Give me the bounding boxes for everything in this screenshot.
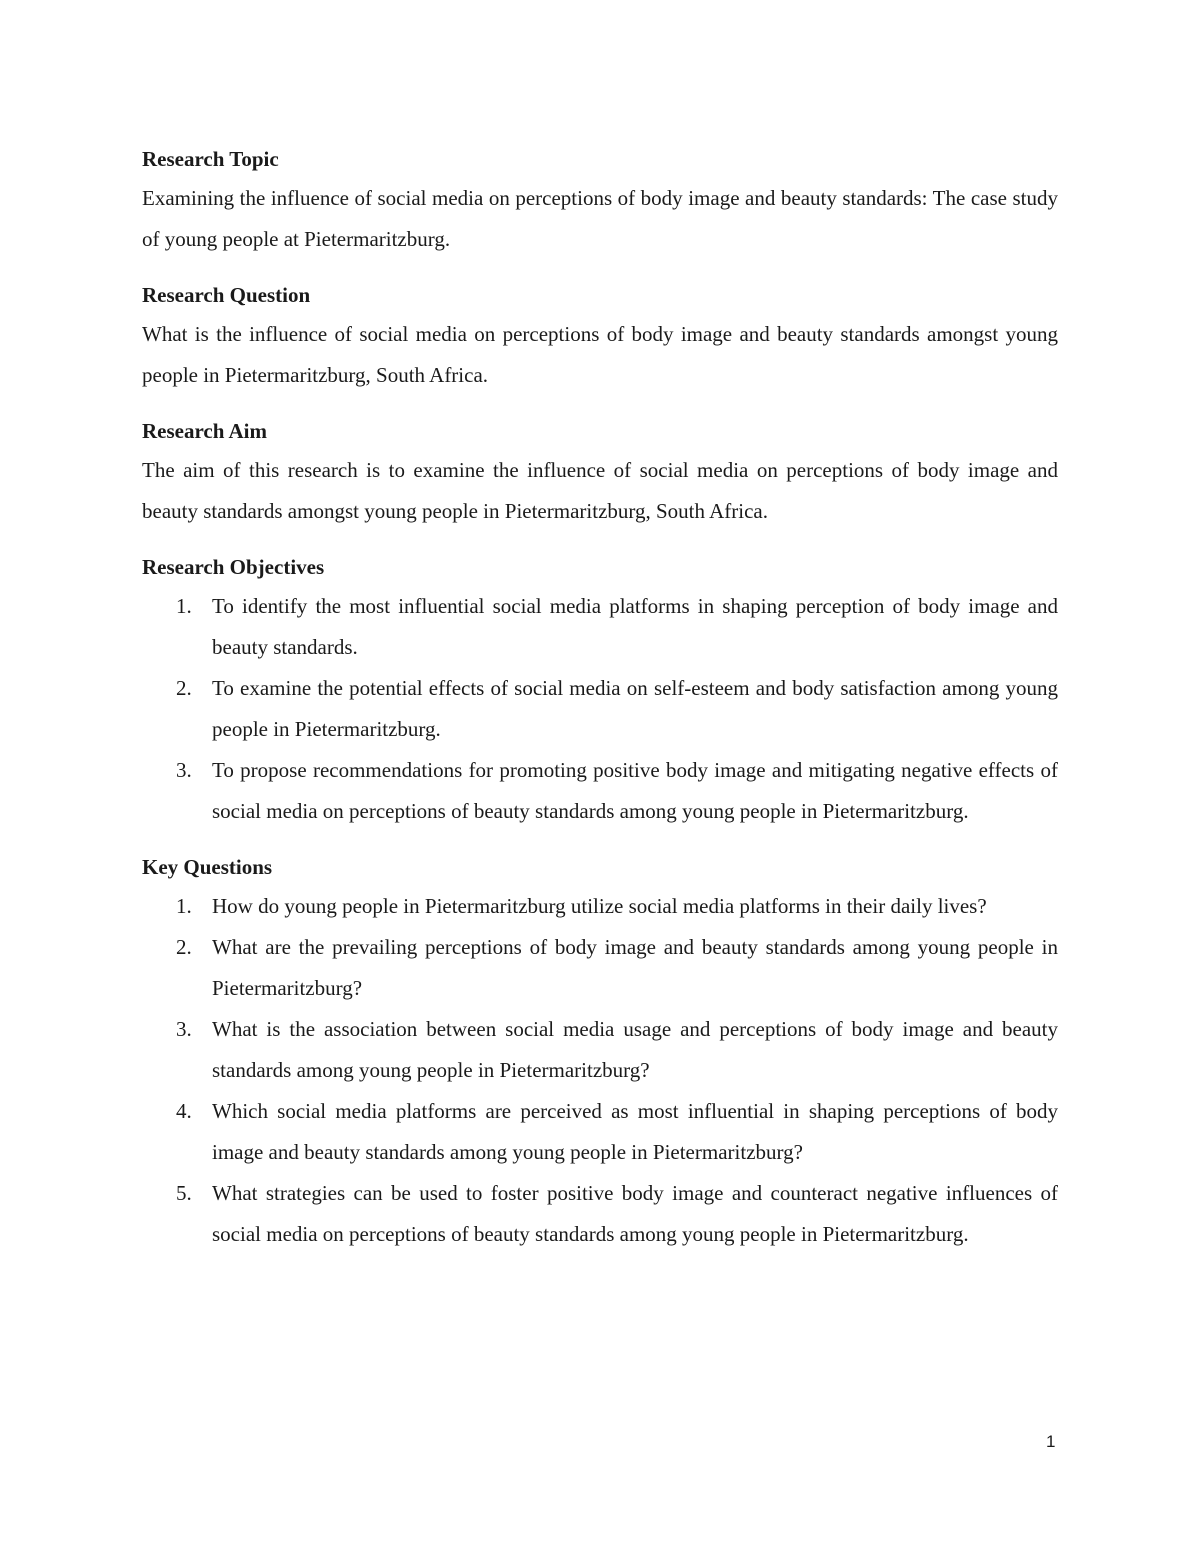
list-item (142, 668, 1058, 750)
list-item-number: 2. (176, 935, 192, 959)
section-research-question (142, 276, 1058, 396)
list-item-text: What are the prevailing perceptions of body image and beauty standards among young people in Pietermaritzburg? (212, 935, 1058, 1000)
section-research-aim (142, 412, 1058, 532)
section-paragraph: The aim of this research is to examine the influence of social media on perceptions of body image and beauty standards amongst young people in Pietermaritzburg, South Africa. (142, 458, 1058, 523)
list-item (142, 1091, 1058, 1173)
list-item (142, 586, 1058, 668)
list-item-text: How do young people in Pietermaritzburg utilize social media platforms in their daily lives? (212, 894, 987, 918)
section-research-objectives (142, 548, 1058, 832)
key-questions-list (142, 886, 1058, 1255)
section-key-questions (142, 848, 1058, 1255)
list-item-number: 5. (176, 1181, 192, 1205)
list-item-number: 1. (176, 594, 192, 618)
list-item-text: What strategies can be used to foster positive body image and counteract negative influences of social media on perceptions of beauty standards among young people in Pietermaritzburg. (212, 1181, 1058, 1246)
section-heading: Research Objectives (142, 555, 325, 579)
list-item-number: 4. (176, 1099, 192, 1123)
list-item-text: To propose recommendations for promoting positive body image and mitigating negative effects of social media on perceptions of beauty standards among young people in Pietermaritzburg. (212, 758, 1058, 823)
document-body (142, 140, 1058, 1271)
list-item-text: What is the association between social media usage and perceptions of body image and beauty standards among young people in Pietermaritzburg? (212, 1017, 1058, 1082)
section-heading: Research Aim (142, 419, 268, 443)
list-item-text: Which social media platforms are perceived as most influential in shaping perceptions of body image and beauty standards among young people in Pietermaritzburg? (212, 1099, 1058, 1164)
section-heading: Research Topic (142, 147, 279, 171)
list-item-number: 3. (176, 1017, 192, 1041)
list-item (142, 1173, 1058, 1255)
section-heading: Key Questions (142, 855, 273, 879)
section-heading: Research Question (142, 283, 311, 307)
list-item-number: 2. (176, 676, 192, 700)
section-research-topic (142, 140, 1058, 260)
section-paragraph: Examining the influence of social media on perceptions of body image and beauty standards: The case study of young people at Pietermaritzburg. (142, 186, 1058, 251)
list-item (142, 1009, 1058, 1091)
list-item-text: To examine the potential effects of social media on self-esteem and body satisfaction among young people in Pietermaritzburg. (212, 676, 1058, 741)
list-item-text: To identify the most influential social media platforms in shaping perception of body image and beauty standards. (212, 594, 1058, 659)
page-number: 1 (1046, 1432, 1056, 1451)
list-item (142, 927, 1058, 1009)
objectives-list (142, 586, 1058, 832)
list-item (142, 750, 1058, 832)
list-item-number: 3. (176, 758, 192, 782)
list-item-number: 1. (176, 894, 192, 918)
section-paragraph: What is the influence of social media on perceptions of body image and beauty standards amongst young people in Pietermaritzburg, South Africa. (142, 322, 1058, 387)
list-item (142, 886, 1058, 927)
